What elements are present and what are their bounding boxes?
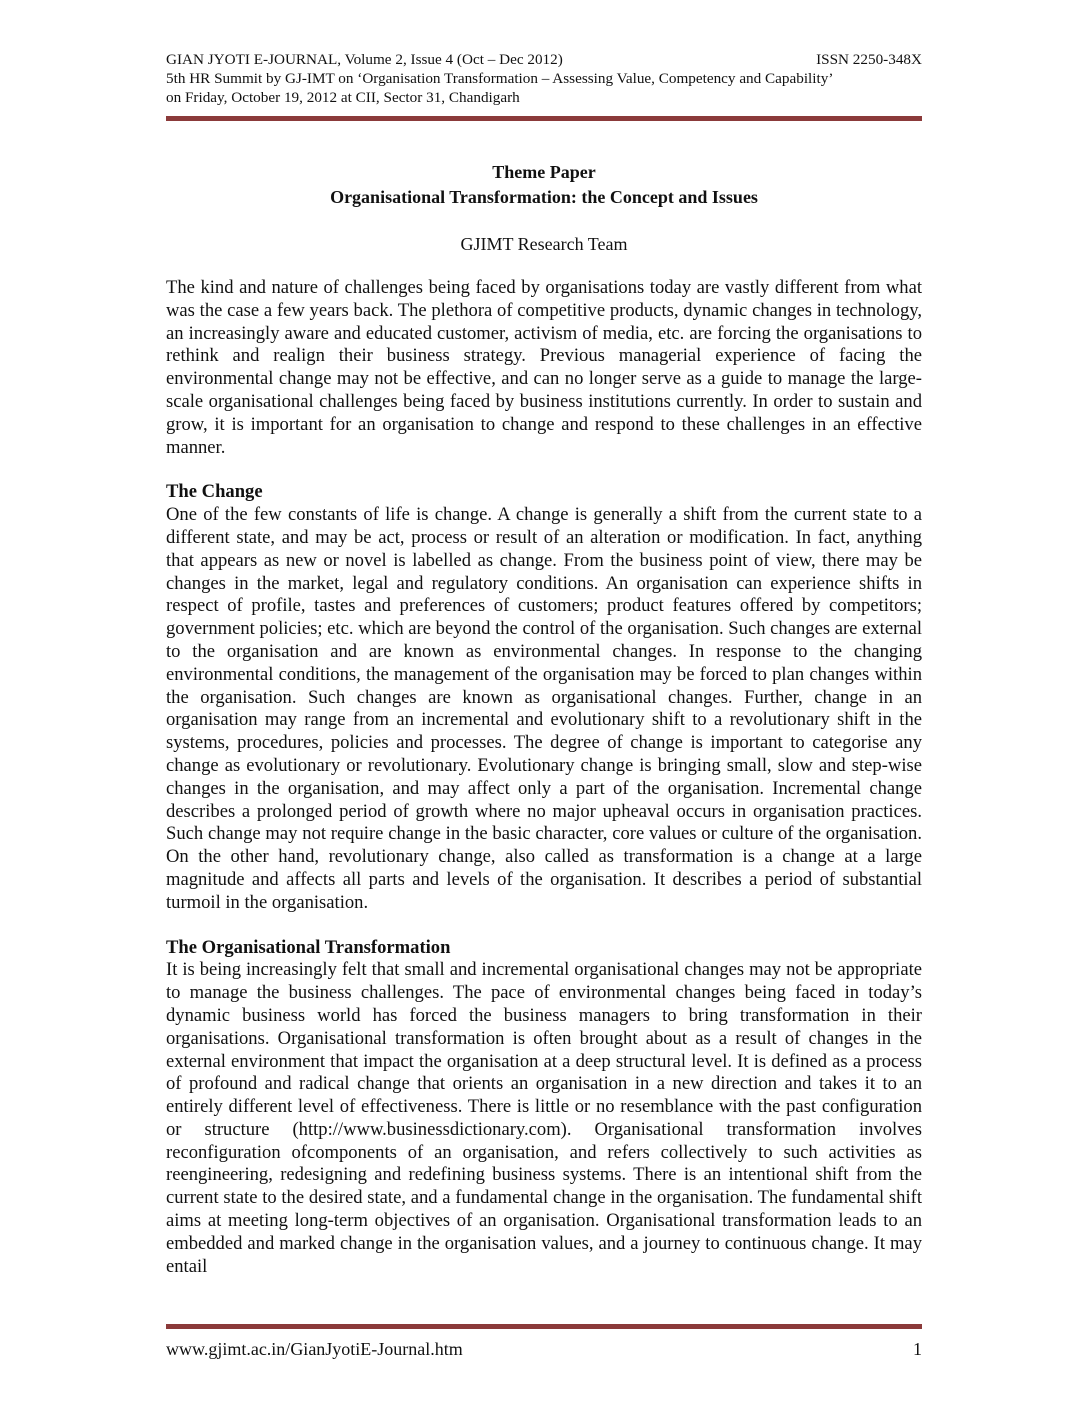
- intro-paragraph: The kind and nature of challenges being faced by organisations today are vastly different from what was the case a few years back. The plethora of competitive products, dynamic changes in technology, an increasingly aware and educated customer, activism of media, etc. are forcing the organisations to rethink and realign their business strategy. Previous managerial experience of facing the environmental change may not be effective, and can no longer serve as a guide to manage the large-scale organisational challenges being faced by business institutions currently. In order to sustain and grow, it is important for an organisation to change and respond to these challenges in an effective manner.: [166, 277, 922, 458]
- paper-title: Organisational Transformation: the Concept and Issues: [330, 187, 758, 207]
- page-number: 1: [913, 1339, 922, 1359]
- venue-line: on Friday, October 19, 2012 at CII, Sector 31, Chandigarh: [166, 89, 520, 106]
- header-rule: [166, 116, 922, 121]
- running-header: [166, 50, 922, 107]
- footer-rule: [166, 1324, 922, 1329]
- section-heading-change: The Change: [166, 481, 263, 503]
- title-block: [166, 160, 922, 210]
- section-paragraph-transformation: It is being increasingly felt that small and incremental organisational changes may not be appropriate to manage the business challenges. The pace of environmental changes being faced in today’s dynamic business world has forced the business managers to bring transformation in their organisations. Organisational transformation is often brought about as a result of changes in the external environment that impact the organisation at a deep structural level. It is defined as a process of profound and radical change that orients an organisation in a new direction and takes it to an entirely different level of effectiveness. There is little or no resemblance with the past configuration or structure (http://www.businessdictionary.com). Organisational transformation involves reconfiguration ofcomponents of an organisation, and refers collectively to such activities as reengineering, redesigning and redefining business systems. There is an intentional shift from the current state to the desired state, and a fundamental change in the organisation. The fundamental shift aims at meeting long-term objectives of an organisation. Organisational transformation leads to an embedded and marked change in the organisation values, and a journey to continuous change. It may entail: [166, 959, 922, 1277]
- paper-type-label: Theme Paper: [492, 162, 596, 182]
- section-heading-transformation: The Organisational Transformation: [166, 936, 451, 958]
- header-row: [166, 50, 922, 69]
- journal-citation: GIAN JYOTI E-JOURNAL, Volume 2, Issue 4 (Oct – Dec 2012): [166, 51, 563, 68]
- body-text: [166, 277, 922, 1278]
- section-paragraph-change: One of the few constants of life is change. A change is generally a shift from the current state to a different state, and may be act, process or result of an alteration or modification. In fact, anything that appears as new or novel is labelled as change. From the business point of view, there may be changes in the market, legal and regulatory conditions. An organisation can experience shifts in respect of profile, tastes and preferences of customers; product features offered by competitors; government policies; etc. which are beyond the control of the organisation. Such changes are external to the organisation and are known as environmental changes. In response to the changing environmental conditions, the management of the organisation may be forced to plan changes within the organisation. Such changes are known as organisational changes. Further, change in an organisation may range from an incremental and evolutionary shift to a revolutionary shift in the systems, procedures, policies and processes. The degree of change is important to categorise any change as evolutionary or revolutionary. Evolutionary change is bringing small, slow and step-wise changes in the organisation, and may affect only a part of the organisation. Incremental change describes a prolonged period of growth where no major upheaval occurs in organisation practices. Such change may not require change in the basic character, core values or culture of the organisation. On the other hand, revolutionary change, also called as transformation is a change at a large magnitude and affects all parts and levels of the organisation. It describes a period of substantial turmoil in the organisation.: [166, 504, 922, 913]
- footer-url[interactable]: www.gjimt.ac.in/GianJyotiE-Journal.htm: [166, 1339, 463, 1359]
- issn: ISSN 2250-348X: [816, 51, 922, 68]
- running-footer: [166, 1338, 922, 1360]
- summit-line: 5th HR Summit by GJ-IMT on ‘Organisation Transformation – Assessing Value, Competency and Capability’: [166, 70, 834, 87]
- authors: GJIMT Research Team: [460, 234, 628, 254]
